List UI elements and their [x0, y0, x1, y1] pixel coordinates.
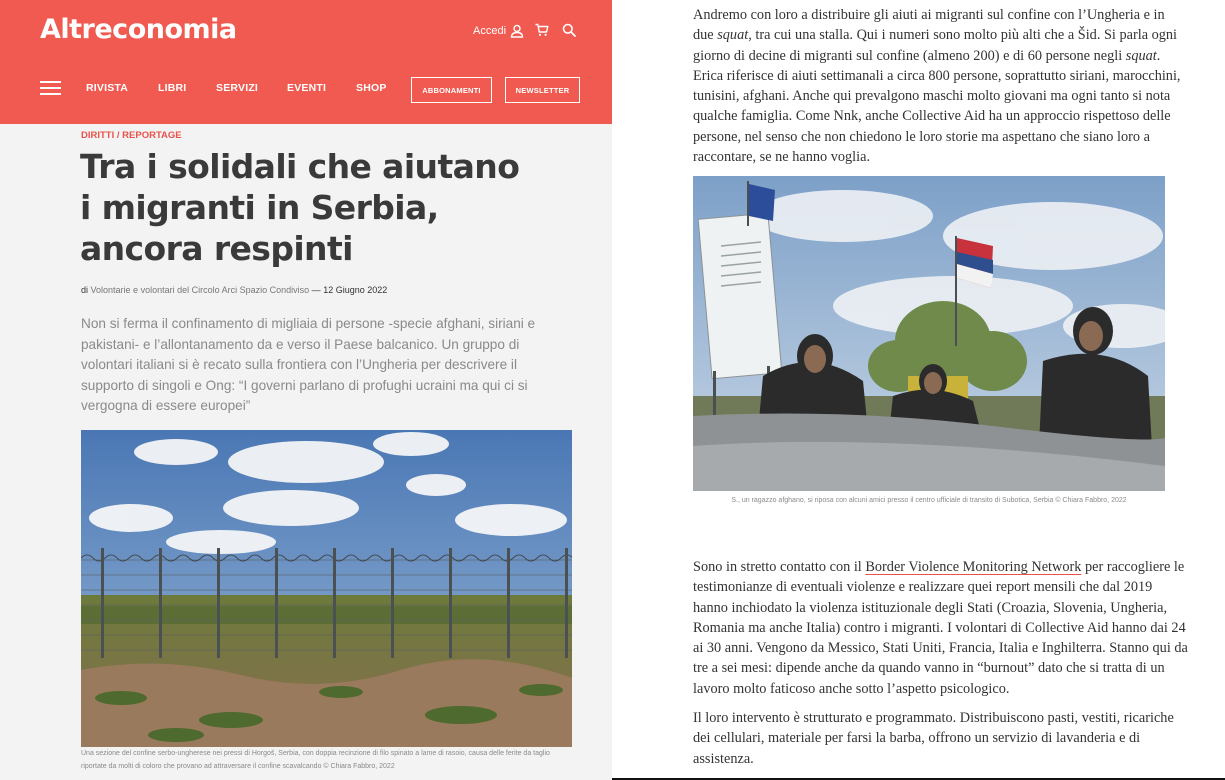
byline-separator: — — [311, 285, 321, 295]
paragraph-text: Sono in stretto contatto con il — [693, 559, 866, 575]
nav-libri[interactable]: LIBRI — [158, 82, 187, 94]
article-lead: Non si ferma il confinamento di migliaia di persone -specie afghani, siriani e pakistani- e l’allontanamento da e verso il Paese balcanico. Un gruppo di volontari italiani si è recato sulla frontiera con l’Ungheria per descrivere il supporto di singoli e Ong: “I governi parlano di profughi ucraini ma qui ci si vergogna di essere europei” — [81, 316, 536, 413]
byline-prefix: di — [81, 285, 89, 295]
article-byline — [81, 285, 387, 295]
paragraph-text: . Erica riferisce di aiuti settimanali a circa 800 persone, soprattutto siriani, marocchini, tunisini, afghani. Anche qui prevalgono maschi molto giovani ma ogni tanto si nota qualche famiglia. Come Nnk, anche Collective Aid ha un approccio rispettoso delle persone, nel senso che non chiedono le loro storie ma aspettano che siano loro a raccontare, se ne hanno voglia. — [693, 47, 1181, 166]
site-header — [0, 0, 612, 124]
photo-caption: Una sezione del confine serbo-ungherese nei pressi di Horgoš, Serbia, con doppia recinzione di filo spinato a lame di rasoio, causa delle ferite da taglio riportate da molti di coloro che provano ad attraversare il confine scavalcando © Chiara Fabbro, 2022 — [81, 750, 550, 770]
article-title: Tra i solidali che aiutano i migranti in Serbia, ancora respinti — [80, 147, 520, 268]
nav-shop[interactable]: SHOP — [356, 82, 387, 94]
emphasis-text: squat — [1125, 47, 1157, 64]
nav-servizi[interactable]: SERVIZI — [216, 82, 259, 94]
paragraph-text: Andremo con loro a distribuire gli aiuti ai migranti sul confine con l’Ungheria e in due — [693, 7, 1165, 44]
body-paragraph — [693, 557, 1188, 699]
nav-eventi[interactable]: EVENTI — [287, 82, 327, 94]
paragraph-text: , tra cui una stalla. Qui i numeri sono molto più alti che a Šid. Si parla ogni giorno di decine di migranti sul confine (almeno 200) e di 60 persone negli — [693, 27, 1178, 64]
border-fence-photo — [81, 430, 572, 747]
body-paragraph — [693, 5, 1188, 167]
article-header-panel — [0, 0, 612, 780]
search-icon[interactable] — [562, 23, 576, 37]
login-label: Accedi — [473, 25, 507, 37]
subscriptions-button[interactable]: ABBONAMENTI — [411, 77, 492, 103]
byline-date: 12 Giugno 2022 — [323, 285, 388, 295]
cart-icon[interactable] — [535, 23, 549, 37]
menu-icon[interactable] — [40, 81, 61, 95]
login-link[interactable] — [473, 24, 524, 38]
article-category[interactable]: DIRITTI / REPORTAGE — [81, 130, 182, 141]
transit-center-photo — [693, 176, 1165, 491]
paragraph-text: per raccogliere le testimonianze di eventuali violenze e realizzare quei report mensili che dal 2019 hanno inchiodato la violenza istituzionale degli Stati (Croazia, Slovenia, Ungheria, Romania ma anche Italia) contro i migranti. I volontari di Collective Aid hanno dai 24 ai 30 anni. Vengono da Messico, Stati Uniti, Francia, Italia e Inghilterra. Stanno qui da tre a sei mesi: dipende anche da quando vanno in “burnout” dato che si tratta di un lavoro molto faticoso anche sotto l’aspetto psicologico. — [693, 559, 1188, 697]
photo-caption: S., un ragazzo afghano, si riposa con alcuni amici presso il centro ufficiale di transito di Subotica, Serbia © Chiara Fabbro, 2022 — [731, 497, 1127, 504]
user-icon — [510, 24, 524, 38]
article-body-panel — [612, 0, 1225, 780]
byline-author[interactable]: Volontarie e volontari del Circolo Arci Spazio Condiviso — [90, 285, 310, 295]
bvmn-link[interactable]: Border Violence Monitoring Network — [865, 559, 1082, 575]
emphasis-text: squat — [717, 27, 749, 44]
site-logo[interactable]: Altreconomia — [40, 14, 237, 45]
nav-rivista[interactable]: RIVISTA — [86, 82, 129, 94]
body-paragraph: Il loro intervento è strutturato e programmato. Distribuiscono pasti, vestiti, ricariche dei cellulari, materiale per farsi la barba, offrono un servizio di lavanderia e di assistenza. — [693, 710, 1174, 767]
newsletter-button[interactable]: NEWSLETTER — [505, 77, 580, 103]
